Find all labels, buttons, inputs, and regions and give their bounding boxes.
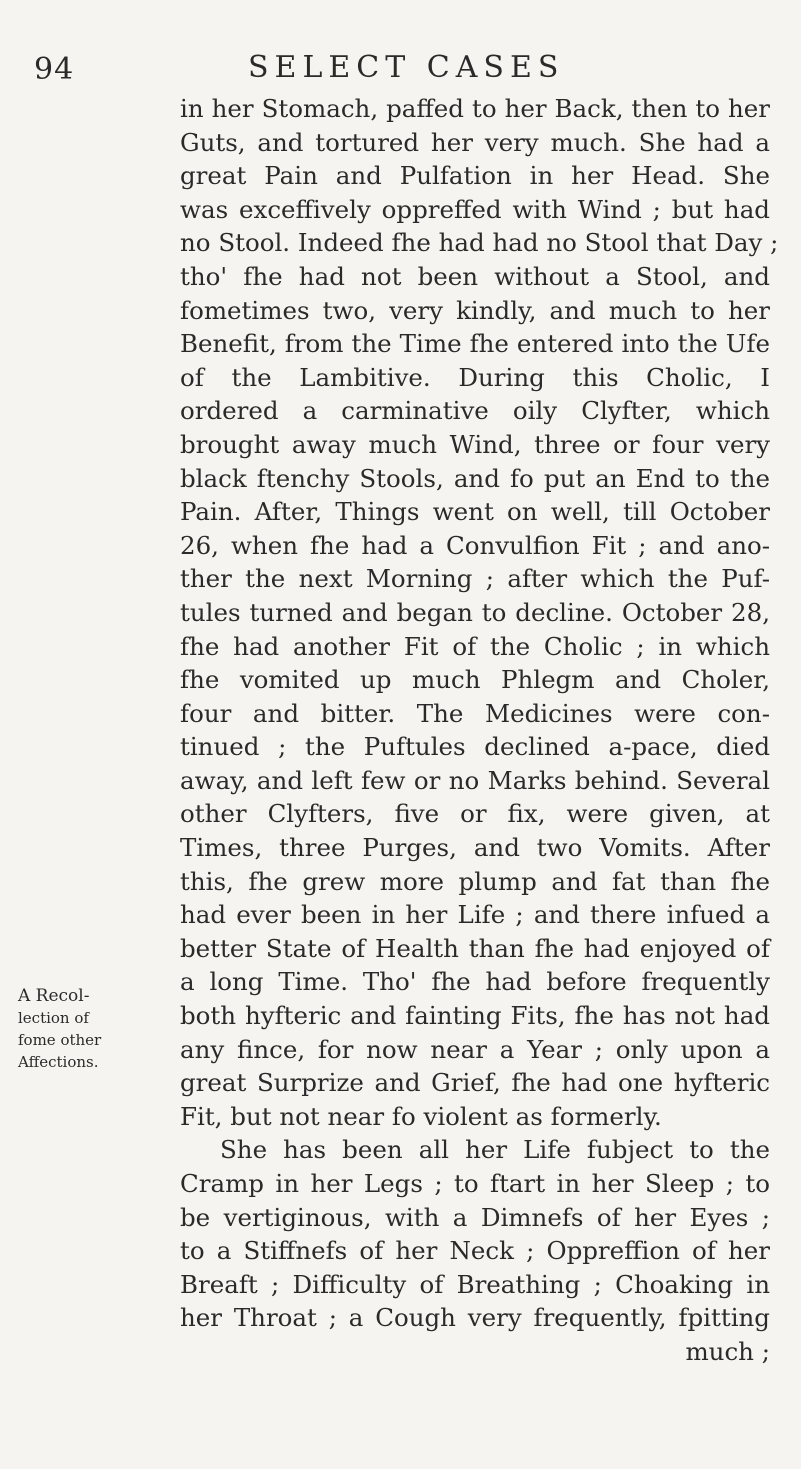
- text-line: four and bitter. The Medicines were con-: [180, 698, 770, 728]
- text-line: brought away much Wind, three or four very: [180, 429, 770, 459]
- margin-note: [18, 985, 168, 1073]
- text-line: 26, when fhe had a Convulfion Fit ; and ano-: [180, 530, 770, 560]
- body-text: [180, 92, 779, 1369]
- text-line: Guts, and tortured her very much. She had a: [180, 127, 770, 157]
- margin-note-line: Affections.: [18, 1053, 99, 1071]
- text-line: better State of Health than fhe had enjoyed of: [180, 933, 770, 963]
- text-line: tinued ; the Puftules declined a-pace, died: [180, 732, 770, 762]
- page-number: 94: [34, 52, 75, 87]
- text-line: no Stool. Indeed fhe had had no Stool that Day ;: [180, 228, 779, 258]
- text-line: Pain. After, Things went on well, till October: [180, 497, 770, 527]
- text-line: ther the next Morning ; after which the Puf-: [180, 564, 770, 594]
- text-line: had ever been in her Life ; and there infued a: [180, 900, 770, 930]
- margin-note-line: A Recol-: [18, 986, 90, 1006]
- text-line: ordered a carminative oily Clyfter, which: [180, 396, 770, 426]
- text-line: any fince, for now near a Year ; only upon a: [180, 1034, 770, 1064]
- text-line: She has been all her Life fubject to the: [220, 1135, 770, 1165]
- text-line: both hyfteric and fainting Fits, fhe has not had: [180, 1001, 770, 1031]
- text-line: fhe had another Fit of the Cholic ; in which: [180, 631, 770, 661]
- text-line: tules turned and began to decline. October 28,: [180, 597, 770, 627]
- text-line: to a Stiffnefs of her Neck ; Oppreffion of her: [180, 1236, 770, 1266]
- text-line: fhe vomited up much Phlegm and Choler,: [180, 665, 770, 695]
- text-line: was exceffively oppreffed with Wind ; but had: [180, 194, 770, 224]
- text-line: other Clyfters, five or fix, were given, at: [180, 799, 770, 829]
- text-line: Times, three Purges, and two Vomits. After: [180, 833, 770, 863]
- text-line: fometimes two, very kindly, and much to her: [180, 295, 770, 325]
- margin-note-line: fome other: [18, 1031, 102, 1049]
- running-head: SELECT CASES: [248, 50, 565, 85]
- text-line: Breaft ; Difficulty of Breathing ; Choaking in: [180, 1269, 770, 1299]
- text-line: black ftenchy Stools, and fo put an End to the: [180, 463, 770, 493]
- text-line: away, and left few or no Marks behind. Several: [180, 765, 770, 795]
- text-line: great Surprize and Grief, fhe had one hyfteric: [180, 1068, 770, 1098]
- text-line: Benefit, from the Time fhe entered into the Ufe: [180, 329, 770, 359]
- text-line: Fit, but not near fo violent as formerly.: [180, 1101, 662, 1131]
- text-line: much ;: [685, 1336, 770, 1366]
- text-line: tho' fhe had not been without a Stool, and: [180, 261, 770, 291]
- text-line: Cramp in her Legs ; to ftart in her Sleep ; to: [180, 1169, 770, 1198]
- text-line: great Pain and Pulfation in her Head. She: [180, 161, 770, 191]
- text-line: of the Lambitive. During this Cholic, I: [180, 362, 770, 392]
- text-line: in her Stomach, paffed to her Back, then to her: [180, 94, 770, 123]
- text-line: be vertiginous, with a Dimnefs of her Eyes ;: [180, 1202, 770, 1232]
- text-line: this, fhe grew more plump and fat than fhe: [180, 866, 770, 896]
- text-line: a long Time. Tho' fhe had before frequently: [180, 967, 770, 997]
- margin-note-line: lection of: [18, 1009, 89, 1027]
- text-line: her Throat ; a Cough very frequently, fpitting: [180, 1303, 770, 1333]
